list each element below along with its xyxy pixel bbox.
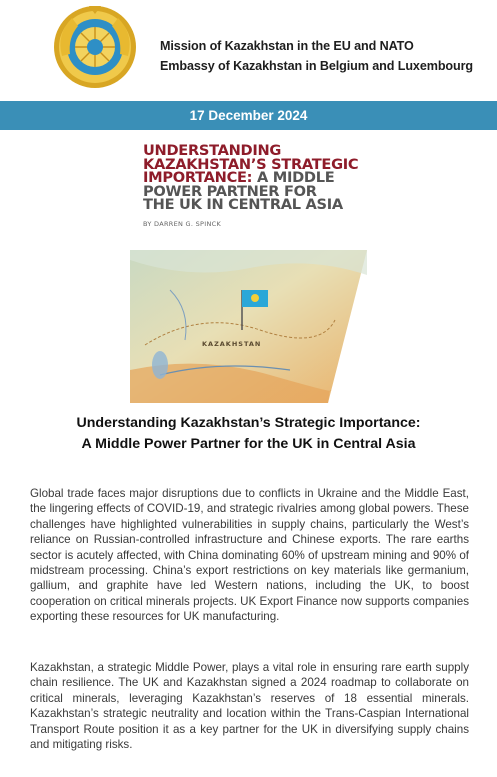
article-title [0, 413, 497, 455]
cover-title-line: THE UK IN CENTRAL ASIA [143, 196, 343, 213]
date-bar: 17 December 2024 [0, 101, 497, 130]
cover-title-line: IMPORTANCE: [143, 169, 253, 186]
article-title-line1: Understanding Kazakhstan’s Strategic Importance: [76, 415, 421, 431]
embassy-line: Embassy of Kazakhstan in Belgium and Luxembourg [160, 59, 474, 73]
article-paragraph-1: Global trade faces major disruptions due to conflicts in Ukraine and the Middle East, the lingering effects of COVID-19, and strategic rivalries among global powers. These challenges have highlighted vulnerabilities in supply chains, particularly the West’s reliance on Russian-controlled infrastructure and Chinese exports. The rare earths sector is acutely affected, with China dominating 60% of upstream mining and 90% of midstream processing. China’s export restrictions on key materials like germanium, gallium, and graphite have led Western nations, including the UK, to boost cooperation on critical minerals projects. UK Export Finance now supports companies exporting these resources for UK manufacturing. [30, 487, 469, 624]
map-image [130, 250, 367, 403]
mission-title [160, 36, 473, 76]
kazakhstan-emblem-icon [52, 4, 138, 90]
cover-title-line: KAZAKHSTAN’S STRATEGIC [143, 155, 359, 173]
article-title-line2: A Middle Power Partner for the UK in Central Asia [81, 436, 416, 452]
cover-title-line: POWER PARTNER FOR [143, 182, 317, 200]
article-paragraph-2: Kazakhstan, a strategic Middle Power, plays a vital role in ensuring rare earth supply chain resilience. The UK and Kazakhstan signed a 2024 roadmap to collaborate on critical minerals, leveraging Kazakhstan’s reserves of 18 essential minerals. Kazakhstan’s strategic neutrality and location within the Trans-Caspian International Transport Route position it as a key partner for the UK in diversifying supply chains and mitigating risks. [30, 661, 469, 752]
cover-title-line: UNDERSTANDING [143, 142, 282, 159]
cover-title-line: A MIDDLE [252, 169, 335, 186]
report-byline: BY DARREN G. SPINCK [143, 220, 222, 228]
mission-line: Mission of Kazakhstan in the EU and NATO [160, 39, 414, 53]
report-cover-title [143, 144, 403, 212]
map-label: KAZAKHSTAN [202, 340, 262, 348]
newsletter-header [0, 0, 497, 100]
